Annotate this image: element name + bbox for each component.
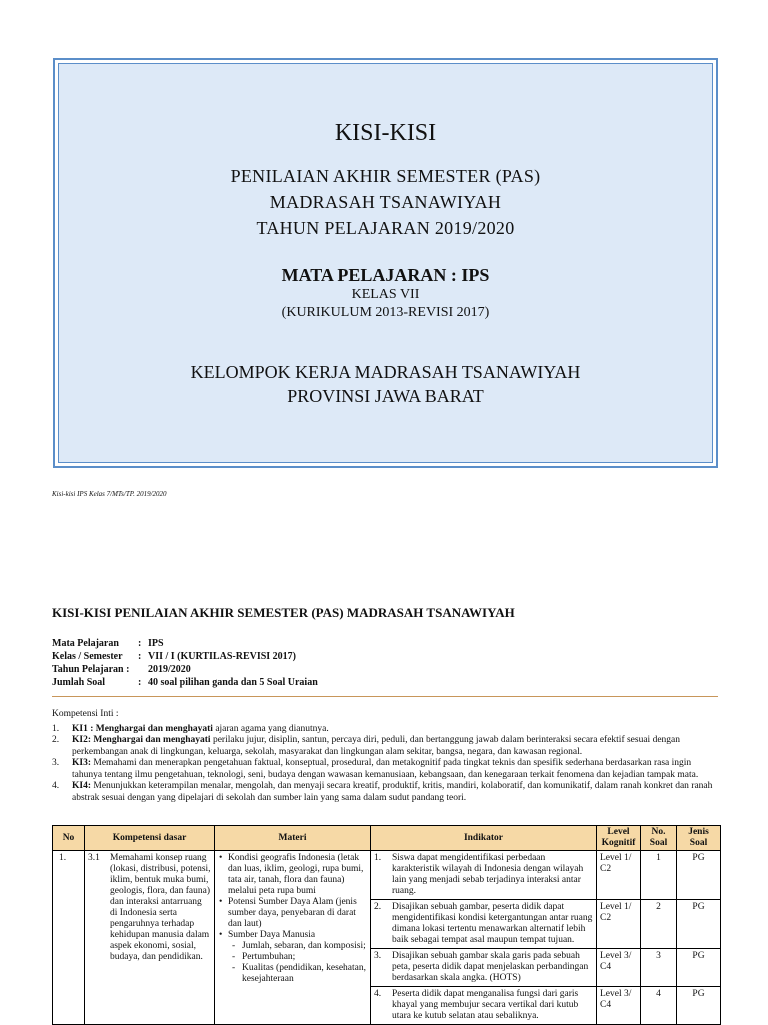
indikator-text: Peserta didik dapat menganalisa fungsi dari garis khayal yang membujur secara vertikal dari kutub utara ke kutub selatan atau sebaliknya. xyxy=(392,989,579,1021)
materi-list xyxy=(218,853,367,985)
materi-cell xyxy=(215,851,371,1025)
cover-panel xyxy=(58,63,713,463)
cover-org-line: PROVINSI JAWA BARAT xyxy=(287,386,484,406)
indikator-cell xyxy=(371,900,597,949)
cover-org-line: KELOMPOK KERJA MADRASAH TSANAWIYAH xyxy=(190,362,581,382)
indikator-cell xyxy=(371,851,597,900)
meta-key: Mata Pelajaran xyxy=(52,638,119,649)
ki-label: KI4: xyxy=(72,781,91,791)
meta-value: 40 soal pilihan ganda dan 5 Soal Uraian xyxy=(148,677,318,688)
materi-subitem: - Pertumbuhan; xyxy=(242,952,367,963)
ki-heading: Kompetensi Inti : xyxy=(52,709,119,719)
meta-value: VII / I (KURTILAS-REVISI 2017) xyxy=(148,651,297,662)
ki-number: 3. xyxy=(52,758,60,768)
ki-text xyxy=(72,781,720,804)
materi-item: • Potensi Sumber Daya Alam (jenis sumber daya, penyebaran di darat dan laut) xyxy=(228,897,367,930)
meta-colon: : xyxy=(138,651,142,662)
indikator-text: Disajikan sebuah gambar, peserta didik dapat mengidentifikasi kondisi ketergantungan antar ruang dimana lokasi tertentu menawarkan alternatif lebih baik sebagai tempat asal maupun tempat tujuan. xyxy=(392,902,593,945)
page-footer-note: Kisi-kisi IPS Kelas 7/MTs/TP. 2019/2020 xyxy=(52,490,167,498)
ki-body: Menunjukkan keterampilan menalar, mengolah, dan menyaji secara kreatif, produktif, kritis, mandiri, kolaboratif, dan komunikatif, dalam ranah konkret dan ranah abstrak sesuai dengan yang dipelajari di sekolah dan sumber lain yang sama dalam sudut pandang teori. xyxy=(72,781,713,803)
meta-colon: : xyxy=(138,638,142,649)
materi-sublist xyxy=(228,941,367,985)
question-number: 4 xyxy=(641,987,677,1025)
question-type: PG xyxy=(677,987,721,1025)
meta-key: Jumlah Soal xyxy=(52,677,106,688)
ki-item xyxy=(52,781,720,804)
col-header-kd: Kompetensi dasar xyxy=(85,826,215,851)
ki-body: ajaran agama yang dianutnya. xyxy=(212,723,329,734)
kd-content xyxy=(88,853,211,963)
ki-body: Memahami dan menerapkan pengetahuan faktual, konseptual, prosedural, dan metakognitif pada tingkat teknis dan spesifik sederhana berdasarkan rasa ingin tahunya tentang ilmu pengetahuan, teknologi, seni, budaya dengan wawasan kemanusiaan, kebangsaan, dan kenegaraan terkait fenomena dan kejadian tampak mata. xyxy=(72,758,699,780)
materi-item: • Kondisi geografis Indonesia (letak dan luas, iklim, geologi, rupa bumi, tata air, tanah, flora dan fauna) melalui peta rupa bumi xyxy=(228,853,367,897)
kd-number: 3.1 xyxy=(88,853,100,863)
cover-subject: MATA PELAJARAN : IPS xyxy=(281,265,490,285)
ki-number: 4. xyxy=(52,781,60,791)
materi-item xyxy=(228,930,367,985)
col-header-materi: Materi xyxy=(215,826,371,851)
meta-value: IPS xyxy=(148,638,164,649)
ki-body: perilaku jujur, disiplin, santun, percaya diri, peduli, dan bertanggung jawab dalam berinteraksi secara efektif sesuai dengan perkembangan anak di lingkungan, keluarga, sekolah, masyarakat dan lingkungan alam sekitar, bangsa, negara, dan kawasan regional. xyxy=(72,735,681,757)
indikator xyxy=(374,989,593,1022)
ki-label: KI1 : Menghargai dan menghayati xyxy=(72,723,213,734)
core-competencies xyxy=(52,709,720,804)
ki-item xyxy=(52,735,720,758)
indikator xyxy=(374,951,593,984)
document-meta xyxy=(52,637,318,689)
blueprint-table xyxy=(52,825,721,1025)
ki-text xyxy=(72,724,720,736)
meta-row xyxy=(52,676,318,689)
question-type: PG xyxy=(677,851,721,900)
cover-subtitle-line: PENILAIAN AKHIR SEMESTER (PAS) xyxy=(230,166,541,186)
meta-row xyxy=(52,650,318,663)
row-number: 1. xyxy=(53,851,85,1025)
cover-curriculum: (KURIKULUM 2013-REVISI 2017) xyxy=(281,305,490,320)
indikator-number: 2. xyxy=(374,902,382,912)
cover-title: KISI-KISI xyxy=(334,120,437,146)
ki-text xyxy=(72,735,720,758)
meta-key: Kelas / Semester xyxy=(52,651,123,662)
kd-text: Memahami konsep ruang (lokasi, distribusi, potensi, iklim, bentuk muka bumi, geologis, flora, dan fauna) dan interaksi antarruang di Indonesia serta pengaruhnya terhadap kehidupan manusia dalam aspek ekonomi, sosial, budaya, dan pendidikan. xyxy=(110,853,211,962)
indikator-number: 1. xyxy=(374,853,382,863)
indikator-cell xyxy=(371,987,597,1025)
level-cell: Level 3/ C4 xyxy=(597,987,641,1025)
question-number: 2 xyxy=(641,900,677,949)
meta-row xyxy=(52,637,318,650)
table-row xyxy=(53,851,721,900)
ki-item xyxy=(52,724,720,736)
cover-subtitle-line: MADRASAH TSANAWIYAH xyxy=(269,192,502,212)
meta-key: Tahun Pelajaran : xyxy=(52,664,130,675)
materi-item-text: Sumber Daya Manusia xyxy=(228,930,316,940)
cover-subtitle xyxy=(59,163,712,241)
question-number: 3 xyxy=(641,949,677,987)
indikator-text: Siswa dapat mengidentifikasi perbedaan karakteristik wilayah di Indonesia dengan wilayah lain yang menjadi sebab terjadinya interaksi antar ruang. xyxy=(392,853,584,896)
ki-number: 2. xyxy=(52,735,60,745)
question-type: PG xyxy=(677,900,721,949)
col-header-indikator: Indikator xyxy=(371,826,597,851)
ki-label: KI2: Menghargai dan menghayati xyxy=(72,735,211,745)
level-cell: Level 1/ C2 xyxy=(597,851,641,900)
ki-item xyxy=(52,758,720,781)
cover-organization xyxy=(59,360,712,408)
ki-number: 1. xyxy=(52,723,60,734)
section-divider xyxy=(52,696,718,697)
cover-frame xyxy=(53,58,718,468)
col-header-no-soal: No. Soal xyxy=(641,826,677,851)
question-type: PG xyxy=(677,949,721,987)
indikator-cell xyxy=(371,949,597,987)
materi-subitem: - Kualitas (pendidikan, kesehatan, kesejahteraan xyxy=(242,963,367,985)
cover-subtitle-line: TAHUN PELAJARAN 2019/2020 xyxy=(256,218,515,238)
document-title: KISI-KISI PENILAIAN AKHIR SEMESTER (PAS) MADRASAH TSANAWIYAH xyxy=(52,605,515,620)
indikator-text: Disajikan sebuah gambar skala garis pada sebuah peta, peserta didik dapat menjelaskan perbandingan berdasarkan skala angka. (HOTS) xyxy=(392,951,589,983)
ki-text xyxy=(72,758,720,781)
question-number: 1 xyxy=(641,851,677,900)
indikator-number: 4. xyxy=(374,989,382,999)
meta-row xyxy=(52,663,318,676)
col-header-level: Level Kognitif xyxy=(597,826,641,851)
materi-subitem: - Jumlah, sebaran, dan komposisi; xyxy=(242,941,367,952)
level-cell: Level 1/ C2 xyxy=(597,900,641,949)
cover-class: KELAS VII xyxy=(351,287,420,302)
col-header-jenis: Jenis Soal xyxy=(677,826,721,851)
level-cell: Level 3/ C4 xyxy=(597,949,641,987)
meta-value: 2019/2020 xyxy=(148,664,191,675)
table-header-row xyxy=(53,826,721,851)
indikator xyxy=(374,853,593,897)
col-header-no: No xyxy=(53,826,85,851)
indikator-number: 3. xyxy=(374,951,382,961)
ki-label: KI3: xyxy=(72,758,91,768)
kd-cell xyxy=(85,851,215,1025)
indikator xyxy=(374,902,593,946)
meta-colon: : xyxy=(138,677,142,688)
